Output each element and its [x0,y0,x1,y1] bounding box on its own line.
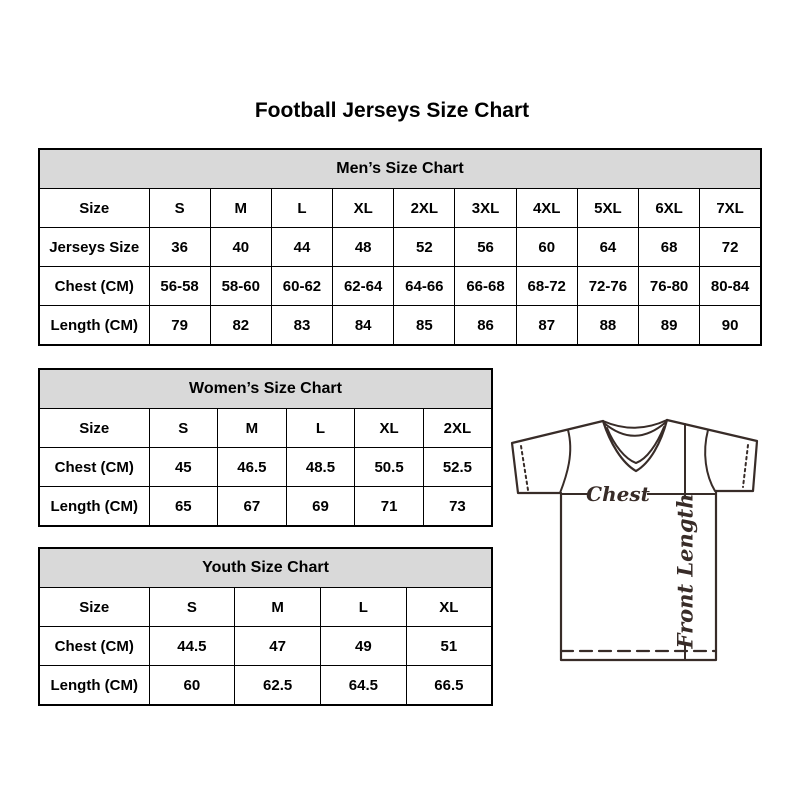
value-cell: 48 [333,228,394,267]
column-header-cell: L [271,189,332,228]
value-cell: 60-62 [271,267,332,306]
value-cell: 66.5 [406,666,492,706]
value-cell: 76-80 [639,267,700,306]
value-cell: 40 [210,228,271,267]
value-cell: 58-60 [210,267,271,306]
womens-size-table [38,368,493,527]
page-title: Football Jerseys Size Chart [254,99,530,122]
value-cell: 64 [577,228,638,267]
jersey-left-cuff-stitch [521,446,528,490]
row-label-cell: Chest (CM) [39,448,149,487]
column-header-cell: Size [39,189,149,228]
value-cell: 46.5 [218,448,287,487]
value-cell: 65 [149,487,218,527]
youth-size-table [38,547,493,706]
column-header-cell: XL [333,189,394,228]
value-cell: 89 [639,306,700,346]
value-cell: 52.5 [423,448,492,487]
column-header-cell: XL [355,409,424,448]
value-cell: 64-66 [394,267,455,306]
column-header-cell: S [149,189,210,228]
jersey-right-cuff-stitch [743,445,748,487]
value-cell: 56 [455,228,516,267]
value-cell: 68-72 [516,267,577,306]
column-header-cell: M [235,588,321,627]
value-cell: 62-64 [333,267,394,306]
chest-label: Chest [586,482,650,506]
column-header-cell: 7XL [700,189,761,228]
column-header-cell: M [218,409,287,448]
section-title: Women’s Size Chart [39,369,492,409]
value-cell: 72 [700,228,761,267]
row-label-cell: Chest (CM) [39,627,149,666]
jersey-vneck-inner [607,427,664,463]
value-cell: 48.5 [286,448,355,487]
value-cell: 36 [149,228,210,267]
value-cell: 66-68 [455,267,516,306]
column-header-cell: 6XL [639,189,700,228]
value-cell: 87 [516,306,577,346]
value-cell: 44.5 [149,627,235,666]
value-cell: 90 [700,306,761,346]
value-cell: 44 [271,228,332,267]
value-cell: 60 [516,228,577,267]
value-cell: 47 [235,627,321,666]
column-header-cell: 5XL [577,189,638,228]
value-cell: 80-84 [700,267,761,306]
value-cell: 73 [423,487,492,527]
value-cell: 69 [286,487,355,527]
mens-size-table [38,148,762,346]
value-cell: 62.5 [235,666,321,706]
value-cell: 68 [639,228,700,267]
value-cell: 84 [333,306,394,346]
value-cell: 50.5 [355,448,424,487]
jersey-measurement-diagram [505,413,770,668]
row-label-cell: Jerseys Size [39,228,149,267]
jersey-diagram-icon [505,413,770,668]
column-header-cell: M [210,189,271,228]
column-header-cell: XL [406,588,492,627]
row-label-cell: Length (CM) [39,666,149,706]
section-title: Youth Size Chart [39,548,492,588]
column-header-cell: 2XL [394,189,455,228]
value-cell: 72-76 [577,267,638,306]
column-header-cell: 3XL [455,189,516,228]
jersey-collar-back-line [603,420,667,428]
column-header-cell: L [321,588,407,627]
value-cell: 45 [149,448,218,487]
jersey-left-seam [560,430,570,493]
value-cell: 79 [149,306,210,346]
value-cell: 56-58 [149,267,210,306]
value-cell: 52 [394,228,455,267]
value-cell: 85 [394,306,455,346]
jersey-right-seam [705,430,715,491]
value-cell: 82 [210,306,271,346]
column-header-cell: 2XL [423,409,492,448]
row-label-cell: Length (CM) [39,306,149,346]
row-label-cell: Chest (CM) [39,267,149,306]
column-header-cell: Size [39,409,149,448]
section-title: Men’s Size Chart [39,149,761,189]
column-header-cell: S [149,409,218,448]
value-cell: 71 [355,487,424,527]
value-cell: 83 [271,306,332,346]
column-header-cell: Size [39,588,149,627]
value-cell: 51 [406,627,492,666]
front-length-label: Front Length [672,493,698,649]
column-header-cell: S [149,588,235,627]
column-header-cell: 4XL [516,189,577,228]
value-cell: 64.5 [321,666,407,706]
column-header-cell: L [286,409,355,448]
value-cell: 49 [321,627,407,666]
row-label-cell: Length (CM) [39,487,149,527]
value-cell: 67 [218,487,287,527]
value-cell: 86 [455,306,516,346]
value-cell: 88 [577,306,638,346]
value-cell: 60 [149,666,235,706]
